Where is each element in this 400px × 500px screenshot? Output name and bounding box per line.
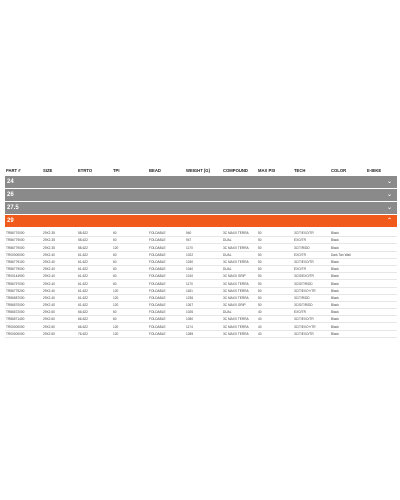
table-cell: Black xyxy=(331,288,339,293)
table-cell: TR86770000 xyxy=(6,231,25,236)
table-cell: TR86571400 xyxy=(6,317,25,322)
table-cell: 58-622 xyxy=(78,231,88,236)
table-cell: 40 xyxy=(258,310,262,315)
header-max-psi: MAX PSI xyxy=(258,168,276,173)
table-cell: 58-622 xyxy=(78,245,88,250)
table-cell: FOLDABLE xyxy=(149,303,166,308)
table-cell: 1174 xyxy=(186,324,193,329)
table-cell: 1181 xyxy=(186,288,193,293)
table-cell: 29X2.35 xyxy=(43,245,55,250)
table-cell: 60 xyxy=(113,310,117,315)
table-row xyxy=(5,266,397,273)
table-row xyxy=(5,280,397,287)
header-tech: TECH xyxy=(294,168,306,173)
table-row xyxy=(5,273,397,280)
table-cell: 120 xyxy=(113,303,119,308)
table-cell: 3C/S/T/R/DD xyxy=(294,281,313,286)
table-cell: 1022 xyxy=(186,252,194,257)
table-cell: 3C MAXX TERRA xyxy=(223,295,249,300)
table-cell: DUAL xyxy=(223,267,232,272)
header-color: COLOR xyxy=(331,168,347,173)
table-cell: 1267 xyxy=(186,303,194,308)
table-cell: 1010 xyxy=(186,274,194,279)
table-cell: Black xyxy=(331,295,339,300)
table-cell: EXO/TR xyxy=(294,252,306,257)
size-group-24[interactable] xyxy=(5,176,397,188)
group-label: 29 xyxy=(7,218,14,224)
table-cell: 50 xyxy=(258,267,262,272)
size-group-27-5[interactable] xyxy=(5,202,397,214)
table-cell: Black xyxy=(331,245,339,250)
table-cell: Black xyxy=(331,267,339,272)
table-cell: Black xyxy=(331,238,339,243)
table-cell: 1050 xyxy=(186,317,194,322)
table-cell: 50 xyxy=(258,231,262,236)
table-cell: FOLDABLE xyxy=(149,295,166,300)
table-cell: 58-622 xyxy=(78,238,88,243)
table-cell: 66-622 xyxy=(78,317,88,322)
table-cell: 50 xyxy=(258,281,262,286)
header-etrto: ETRTO xyxy=(78,168,93,173)
table-cell: Black xyxy=(331,303,339,308)
table-cell: 29X2.40 xyxy=(43,303,55,308)
table-cell: 29X2.40 xyxy=(43,259,55,264)
table-cell: 66-622 xyxy=(78,310,88,315)
group-label: 26 xyxy=(7,192,14,198)
header-size: SIZE xyxy=(43,168,53,173)
table-cell: 61-622 xyxy=(78,303,88,308)
table-cell: 60 xyxy=(113,317,117,322)
table-cell: FOLDABLE xyxy=(149,310,166,315)
table-row xyxy=(5,288,397,295)
table-cell: EXO/TR xyxy=(294,267,306,272)
table-cell: DUAL xyxy=(223,252,232,257)
table-cell: TR86570000 xyxy=(6,303,25,308)
table-cell: 61-622 xyxy=(78,252,88,257)
table-cell: 61-622 xyxy=(78,295,88,300)
table-row xyxy=(5,302,397,309)
table-cell: 3C MAXX GRIP xyxy=(223,303,246,308)
table-cell: 3C/T/R/DD xyxy=(294,245,310,250)
table-cell: 3C MAXX TERRA xyxy=(223,288,249,293)
table-row xyxy=(5,323,397,330)
table-cell: TR00000000 xyxy=(6,324,25,329)
table-cell: 60 xyxy=(113,267,117,272)
table-cell: 76-622 xyxy=(78,331,88,336)
header-ebike: E-BIKE xyxy=(367,168,382,173)
table-cell: FOLDABLE xyxy=(149,231,166,236)
table-cell: 120 xyxy=(113,324,119,329)
table-cell: 120 xyxy=(113,295,119,300)
table-cell: 120 xyxy=(113,331,119,336)
table-cell: 29X2.40 xyxy=(43,274,55,279)
table-cell: 60 xyxy=(113,281,117,286)
table-cell: Black xyxy=(331,324,339,329)
table-cell: 1236 xyxy=(186,295,194,300)
table-cell: 1170 xyxy=(186,281,193,286)
table-cell: 3C/T/EXO/TR xyxy=(294,259,314,264)
table-cell: FOLDABLE xyxy=(149,331,166,336)
group-label: 27.5 xyxy=(7,205,19,211)
header-tpi: TPI xyxy=(113,168,120,173)
table-cell: FOLDABLE xyxy=(149,281,166,286)
table-row xyxy=(5,244,397,251)
table-cell: TR86797000 xyxy=(6,281,25,286)
table-cell: TR86587000 xyxy=(6,295,25,300)
table-cell: DUAL xyxy=(223,238,232,243)
table-row xyxy=(5,316,397,323)
table-cell: 947 xyxy=(186,238,192,243)
table-body xyxy=(5,230,397,338)
table-cell: 3C/T/EXO/TR xyxy=(294,317,314,322)
table-cell: Black xyxy=(331,281,339,286)
table-cell: 1285 xyxy=(186,331,194,336)
table-cell: 60 xyxy=(113,274,117,279)
table-cell: 50 xyxy=(258,274,262,279)
table-row xyxy=(5,252,397,259)
table-cell: 29X2.40 xyxy=(43,288,55,293)
table-cell: 50 xyxy=(258,295,262,300)
table-cell: 61-622 xyxy=(78,281,88,286)
table-cell: 3C MAXX TERRA xyxy=(223,231,249,236)
table-cell: Black xyxy=(331,317,339,322)
table-cell: 3C MAXX TERRA xyxy=(223,259,249,264)
table-cell: 29X2.40 xyxy=(43,267,55,272)
table-cell: 3C MAXX GRIP xyxy=(223,274,246,279)
size-group-26[interactable] xyxy=(5,189,397,201)
table-cell: 3C/S/EXO/TR xyxy=(294,274,314,279)
table-cell: Black xyxy=(331,231,339,236)
table-cell: 61-622 xyxy=(78,274,88,279)
table-cell: 60 xyxy=(113,238,117,243)
table-cell: 3C/T/EXO/TR xyxy=(294,231,314,236)
table-cell: 3C MAXX TERRA xyxy=(223,331,249,336)
size-group-29[interactable] xyxy=(5,215,397,227)
table-cell: 29X2.60 xyxy=(43,324,55,329)
table-cell: FOLDABLE xyxy=(149,259,166,264)
table-cell: FOLDABLE xyxy=(149,324,166,329)
table-cell: 3C MAXX TERRA xyxy=(223,317,249,322)
table-cell: TR86775200 xyxy=(6,288,25,293)
table-cell: 50 xyxy=(258,303,262,308)
table-cell: 40 xyxy=(258,317,262,322)
table-cell: TR86779000 xyxy=(6,245,25,250)
table-cell: FOLDABLE xyxy=(149,274,166,279)
table-cell: FOLDABLE xyxy=(149,288,166,293)
table-cell: 120 xyxy=(113,288,119,293)
header-bead: BEAD xyxy=(149,168,161,173)
table-cell: 1040 xyxy=(186,267,194,272)
table-cell: 60 xyxy=(113,252,117,257)
table-cell: 3C/T/EXO/TR xyxy=(294,331,314,336)
table-row xyxy=(5,331,397,338)
chevron-down-icon: ⌄ xyxy=(386,205,392,211)
table-cell: 50 xyxy=(258,245,262,250)
table-cell: Black xyxy=(331,274,339,279)
table-cell: 50 xyxy=(258,238,262,243)
table-cell: 3C MAXX TERRA xyxy=(223,281,249,286)
table-cell: 50 xyxy=(258,288,262,293)
group-label: 24 xyxy=(7,179,14,185)
table-cell: 66-622 xyxy=(78,324,88,329)
table-row xyxy=(5,259,397,266)
table-cell: 50 xyxy=(258,259,262,264)
table-cell: TR00000000 xyxy=(6,331,25,336)
table-cell: FOLDABLE xyxy=(149,238,166,243)
table-cell: TR86779000 xyxy=(6,267,25,272)
table-cell: 61-622 xyxy=(78,259,88,264)
table-cell: 29X2.60 xyxy=(43,331,55,336)
table-cell: 50 xyxy=(258,252,262,257)
table-cell: 3C MAXX TERRA xyxy=(223,324,249,329)
table-cell: EXO/TR xyxy=(294,238,306,243)
table-cell: 60 xyxy=(113,231,117,236)
table-cell: Black xyxy=(331,310,339,315)
table-cell: Black xyxy=(331,259,339,264)
table-cell: FOLDABLE xyxy=(149,245,166,250)
table-cell: 120 xyxy=(113,245,119,250)
table-cell: 3C/S/T/R/DD xyxy=(294,303,313,308)
header-compound: COMPOUND xyxy=(223,168,248,173)
chevron-down-icon: ⌄ xyxy=(386,192,392,198)
table-cell: 61-622 xyxy=(78,288,88,293)
table-cell: FOLDABLE xyxy=(149,252,166,257)
table-cell: 40 xyxy=(258,331,262,336)
table-cell: 940 xyxy=(186,231,192,236)
table-cell: 60 xyxy=(113,259,117,264)
table-cell: 1026 xyxy=(186,310,194,315)
table-cell: FOLDABLE xyxy=(149,317,166,322)
table-cell: TR86779100 xyxy=(6,259,25,264)
header-part: PART # xyxy=(6,168,21,173)
table-cell: 29X2.35 xyxy=(43,238,55,243)
header-weight: WEIGHT (G) xyxy=(186,168,210,173)
table-cell: Black xyxy=(331,331,339,336)
table-cell: Dark Tan Wall xyxy=(331,252,351,257)
table-cell: 3C MAXX TERRA xyxy=(223,245,249,250)
table-cell: 3C/T/R/DD xyxy=(294,295,310,300)
table-header xyxy=(5,165,397,175)
table-cell: 1170 xyxy=(186,245,193,250)
table-cell: 29X2.60 xyxy=(43,317,55,322)
table-cell: 61-622 xyxy=(78,267,88,272)
chevron-up-icon: ⌃ xyxy=(386,218,392,224)
table-cell: 29X2.40 xyxy=(43,252,55,257)
table-cell: 29X2.40 xyxy=(43,281,55,286)
table-cell: DUAL xyxy=(223,310,232,315)
table-row xyxy=(5,230,397,237)
table-cell: FOLDABLE xyxy=(149,267,166,272)
table-row xyxy=(5,309,397,316)
table-cell: TR86779000 xyxy=(6,238,25,243)
table-cell: 29X2.60 xyxy=(43,310,55,315)
table-cell: TR00000000 xyxy=(6,252,25,257)
table-cell: 40 xyxy=(258,324,262,329)
table-cell: EXO/TR xyxy=(294,310,306,315)
table-row xyxy=(5,295,397,302)
table-cell: 3C/T/EXO+/TR xyxy=(294,324,316,329)
table-cell: TR00144900 xyxy=(6,274,25,279)
table-cell: 3C/T/EXO+/TR xyxy=(294,288,316,293)
chevron-down-icon: ⌄ xyxy=(386,179,392,185)
table-cell: 1030 xyxy=(186,259,194,264)
table-cell: 29X2.35 xyxy=(43,231,55,236)
table-cell: 29X2.40 xyxy=(43,295,55,300)
table-cell: TR86572000 xyxy=(6,310,25,315)
table-row xyxy=(5,237,397,244)
